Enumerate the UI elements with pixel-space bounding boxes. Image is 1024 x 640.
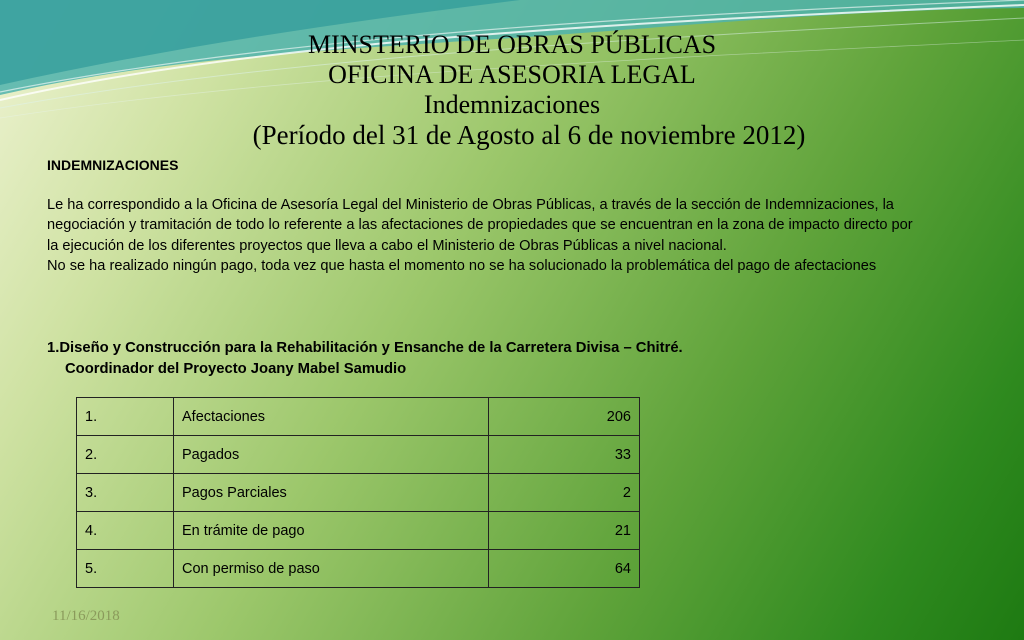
- indemnization-table: [76, 397, 640, 588]
- row-value: 33: [489, 436, 640, 474]
- footer-date: 11/16/2018: [52, 608, 120, 624]
- row-number: 4.: [77, 512, 174, 550]
- slide-title: [0, 30, 1024, 150]
- row-label: Afectaciones: [174, 398, 489, 436]
- title-office: OFICINA DE ASESORIA LEGAL: [328, 60, 696, 89]
- row-label: Pagos Parciales: [174, 474, 489, 512]
- row-value: 64: [489, 550, 640, 588]
- row-number: 2.: [77, 436, 174, 474]
- table-row: [77, 436, 640, 474]
- paragraph-description: Le ha correspondido a la Oficina de Asesoría Legal del Ministerio de Obras Públicas, a través de la sección de Indemnizaciones, la negociación y tramitación de todo lo referente a las afectaciones de propiedades que se encuentran en la zona de impacto directo por la ejecución de los diferentes proyectos que lleva a cabo el Ministerio de Obras Públicas a nivel nacional.: [47, 197, 913, 254]
- title-period: (Período del 31 de Agosto al 6 de noviembre 2012): [252, 120, 806, 150]
- row-value: 206: [489, 398, 640, 436]
- row-number: 1.: [77, 398, 174, 436]
- row-value: 2: [489, 474, 640, 512]
- project-title: 1.Diseño y Construcción para la Rehabilitación y Ensanche de la Carretera Divisa – Chitré.: [47, 340, 683, 356]
- row-label: Pagados: [174, 436, 489, 474]
- paragraph-payment-status: No se ha realizado ningún pago, toda vez que hasta el momento no se ha solucionado la problemática del pago de afectaciones: [47, 258, 877, 275]
- title-ministry: MINSTERIO DE OBRAS PÚBLICAS: [307, 30, 717, 59]
- row-label: Con permiso de paso: [174, 550, 489, 588]
- row-number: 5.: [77, 550, 174, 588]
- section-heading: INDEMNIZACIONES: [47, 157, 179, 173]
- body-text: [47, 195, 927, 277]
- project-coordinator: Coordinador del Proyecto Joany Mabel Samudio: [65, 361, 407, 377]
- table-row: [77, 550, 640, 588]
- table-row: [77, 512, 640, 550]
- row-value: 21: [489, 512, 640, 550]
- row-number: 3.: [77, 474, 174, 512]
- project-block: [47, 338, 683, 380]
- title-topic: Indemnizaciones: [423, 90, 601, 119]
- table-row: [77, 398, 640, 436]
- row-label: En trámite de pago: [174, 512, 489, 550]
- table-row: [77, 474, 640, 512]
